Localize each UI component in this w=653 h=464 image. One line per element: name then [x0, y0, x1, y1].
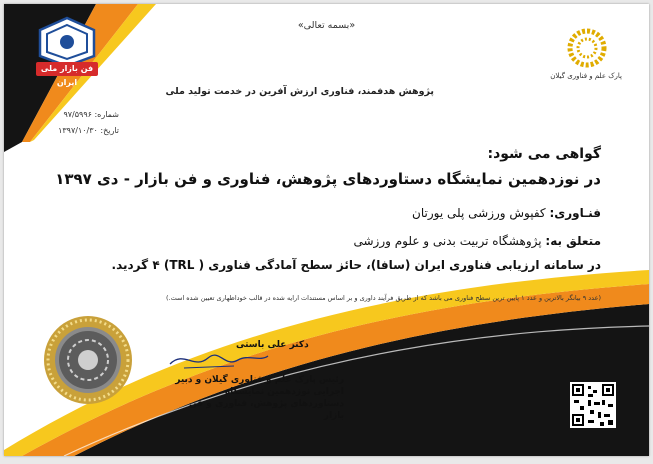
signatory-name: دکتر علی باستی — [236, 340, 309, 350]
event-title: در نوزدهمین نمایشگاه دستاوردهای پژوهش، فناوری و فن بازار - دی ۱۳۹۷ — [55, 170, 601, 188]
date-label: تاریخ: — [100, 126, 119, 135]
date-value: ۱۳۹۷/۱۰/۳۰ — [58, 126, 98, 135]
park-logo — [552, 26, 622, 88]
number-label: شماره: — [94, 110, 119, 119]
result-statement: در سامانه ارزیابی فناوری ایران (سافا)، حائز سطح آمادگی فناوری ( TRL) ۴ گردید. — [111, 258, 601, 272]
logo-text: پارک علم و فناوری گیلان — [550, 72, 622, 80]
handwritten-signature — [164, 344, 274, 374]
technology-row — [412, 206, 601, 220]
reference-date — [58, 126, 119, 135]
invocation-text: «بسمه تعالی» — [297, 20, 356, 31]
technology-value: کفپوش ورزشی پلی یورتان — [412, 206, 546, 220]
reference-number — [63, 110, 119, 119]
affiliation-row — [353, 234, 601, 248]
affiliation-value: پژوهشگاه تربیت بدنی و علوم ورزشی — [353, 234, 542, 248]
emblem-text: فن بازار ملی ایران — [40, 64, 94, 87]
seal-icon — [42, 314, 134, 406]
certificate-heading: گواهی می شود: — [487, 146, 601, 162]
number-value: ۹۷/۵۹۹۶ — [63, 110, 92, 119]
subtitle-text: پژوهش هدفمند، فناوری ارزش آفرین در خدمت تولید ملی — [165, 86, 434, 97]
signatory-title: رئیس پارک علم و فناوری گیلان و دبیر اجرایی نوزدهمین نمایشگاه دستاوردهای پژوهش، فناوری و فن بازار — [175, 375, 344, 421]
certificate-page — [4, 4, 649, 456]
qr-code — [570, 382, 616, 428]
affiliation-label: متعلق به: — [545, 234, 601, 248]
technology-label: فنـاوری: — [549, 206, 601, 220]
qr-code-icon — [570, 382, 616, 428]
sunburst-logo-icon — [552, 26, 622, 70]
gold-seal — [42, 314, 134, 406]
footnote: (عدد ۹ بیانگر بالاترین و عدد ۱ پایین ترین سطح فناوری می باشد که از طریق فرآیند داوری و بر اساس مستندات ارایه شده در قالب خوداظهاری تعیین شده است.) — [165, 294, 601, 302]
